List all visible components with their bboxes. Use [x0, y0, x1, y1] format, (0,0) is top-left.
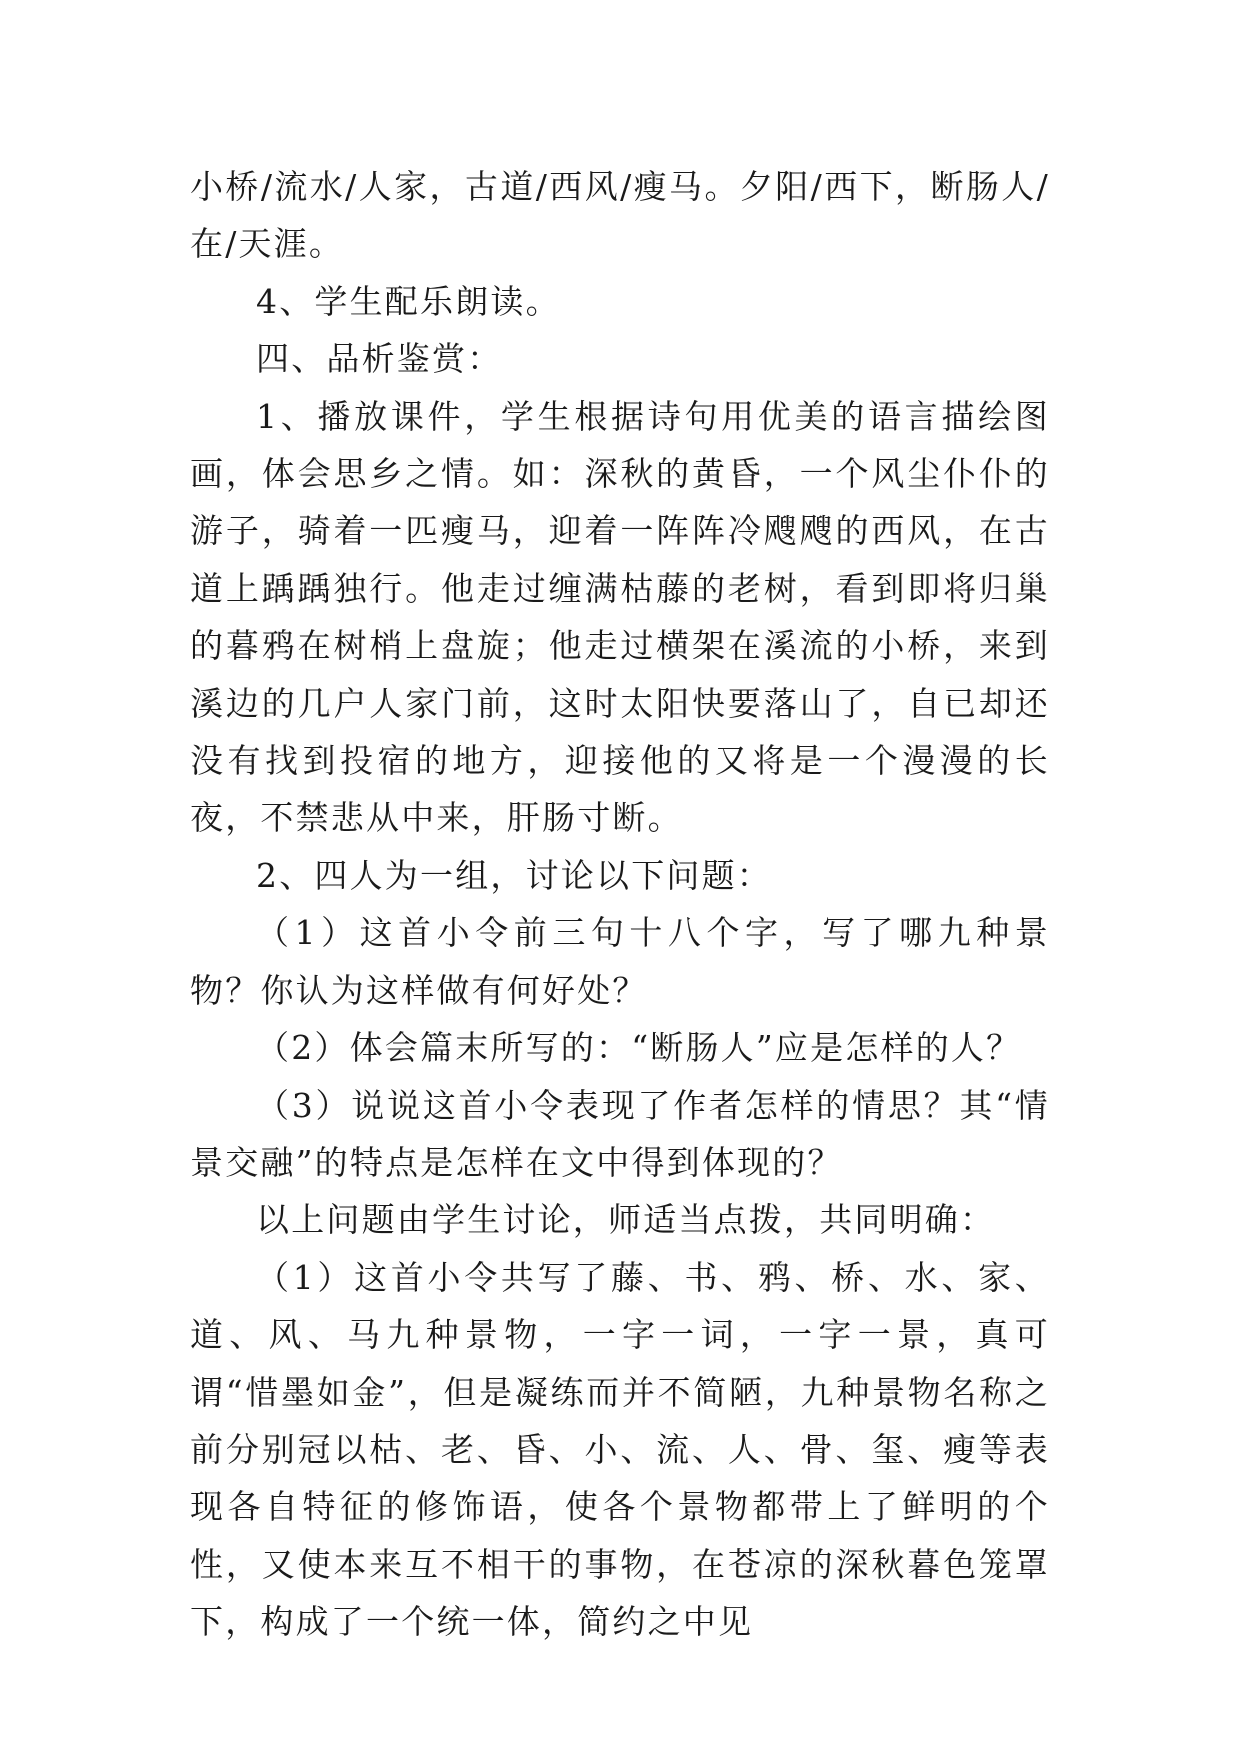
discussion-summary-paragraph: 以上问题由学生讨论，师适当点拨，共同明确： — [256, 1200, 996, 1240]
question-3-paragraph: （3）说说这首小令表现了作者怎样的情思？其“情景交融”的特点是怎样在文中得到体现的？ — [190, 1085, 1050, 1182]
question-1-paragraph: （1）这首小令前三句十八个字，写了哪九种景物？你认为这样做有何好处？ — [190, 913, 1050, 1010]
poem-rhythm-paragraph: 小桥/流水/人家，古道/西风/瘦马。夕阳/西下，断肠人/在/天涯。 — [190, 167, 1050, 264]
answer-1-paragraph: （1）这首小令共写了藤、书、鸦、桥、水、家、道、风、马九种景物，一字一词，一字一景，真可谓“惜墨如金”，但是凝练而并不简陋，九种景物名称之前分别冠以枯、老、昏、小、流、人、骨、玺、瘦等表现各自特征的修饰语，使各个景物都带上了鲜明的个性，又使本来互不相干的事物，在苍凉的深秋暮色笼罩下，构成了一个统一体，简约之中见 — [190, 1257, 1050, 1642]
section-4-heading: 四、品析鉴赏： — [256, 339, 503, 379]
document-body — [190, 158, 1050, 1651]
appreciation-item-1-paragraph: 1、播放课件，学生根据诗句用优美的语言描绘图画，体会思乡之情。如：深秋的黄昏，一个风尘仆仆的游子，骑着一匹瘦马，迎着一阵阵冷飕飕的西风，在古道上踽踽独行。他走过缠满枯藤的老树，看到即将归巢的暮鸦在树梢上盘旋；他走过横架在溪流的小桥，来到溪边的几户人家门前，这时太阳快要落山了，自已却还没有找到投宿的地方，迎接他的又将是一个漫漫的长夜，不禁悲从中来，肝肠寸断。 — [190, 396, 1050, 838]
question-2-paragraph: （2）体会篇末所写的：“断肠人”应是怎样的人？ — [256, 1028, 1022, 1068]
step-4-paragraph: 4、学生配乐朗读。 — [256, 281, 561, 321]
appreciation-item-2-paragraph: 2、四人为一组，讨论以下问题： — [256, 855, 772, 895]
